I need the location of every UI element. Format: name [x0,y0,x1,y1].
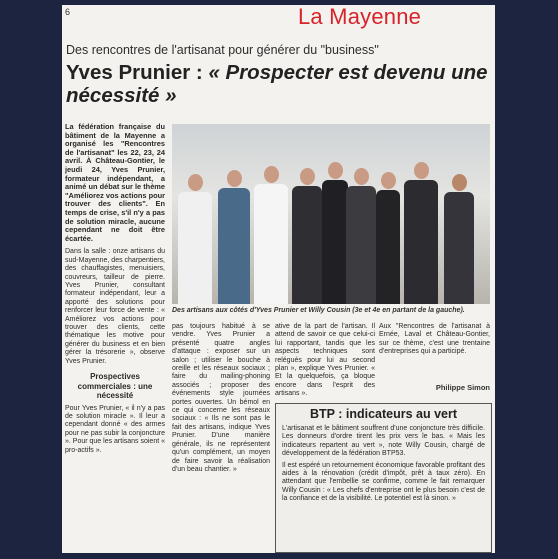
headline-quote: « Prospecter est devenu une nécessité » [66,61,488,107]
article-paragraph: pas toujours habitué à se vendre. Yves Prunier a présenté quatre angles d'attaque : exposer sur un salon ; utiliser le bouche à oreille et les réseaux sociaux ; faire du mailing-phoning associés ; proposer des événements style journées portes ouvertes. Un bémol en ce qui concerne les réseaux sociaux : « Ils ne sont pas le fait des artisans, indique Yves Prunier. D'une manière générale, ils ne représentent qu'un complément, un moyen de faire savoir la réalisation d'un beau chantier. » [172,323,270,473]
article-paragraph: Pour Yves Prunier, « il n'y a pas de solution miracle ». Il leur a cependant donné « des armes pour ne pas subir la conjoncture ». Pour que les artisans soient « pro-actifs ». [65,404,166,454]
group-photo [172,124,490,304]
photo-person [292,168,322,304]
sidebar-paragraph: Il est espéré un retournement économique favorable profitant des aides à la rénovation (crédit d'impôt, prêt à taux zéro). En attendant que l'embellie se confirme, comme le fait remarquer Willy Cousin : « Les chefs d'entreprise ont le plus besoin c'est de la confiance et de la visibilité. Le potentiel est là sinon. » [282,461,485,503]
photo-caption: Des artisans aux côtés d'Yves Prunier et Willy Cousin (3e et 4e en partant de la gauche). [172,307,465,314]
photo-person [254,166,288,304]
article-column-3 [275,323,375,398]
headline-name: Yves Prunier : [66,61,209,84]
page-number: 6 [65,7,71,17]
photo-person [322,162,348,304]
article-column-left [65,123,165,551]
article-paragraph: ative de la part de l'artisan. Il attend de savoir ce que celui-ci lui rapportant, tandis que les aspects techniques sont relégués pour lui au second plan », explique Yves Prunier. « Et la quelquefois, ça bloque encore dans l'esprit des artisans ». [275,323,375,398]
photo-person [404,162,438,304]
article-headline [66,61,491,107]
sidebar-box [275,403,492,553]
article-kicker: Des rencontres de l'artisanat pour générer du "business" [66,43,379,57]
photo-person [218,170,250,304]
article-column-4 [379,323,490,365]
article-paragraph: Aux "Rencontres de l'artisanat à Ernée, Laval et Château-Gontier, sur ce thème, c'est une trentaine d'entreprises qui a participé. [379,323,490,356]
sidebar-paragraph: L'artisanat et le bâtiment souffrent d'une conjoncture très difficile. Les donneurs d'ordre tirent les prix vers le bas. « Mais les indicateurs repartent au vert », note Willy Cousin, chargé de développement de la fédération BTP53. [282,425,485,458]
photo-person [178,174,212,304]
sidebar-box-body [276,425,491,504]
article-signature: Philippe Simon [435,383,490,392]
article-lede: La fédération française du bâtiment de la Mayenne a organisé les "Rencontres de l'artisanat" les 22, 23, 24 avril. À Château-Gontier, le jeudi 24, Yves Prunier, formateur indépendant, a animé un débat sur le thème "Améliorez vos actions pour trouver des clients". En temps de crise, s'il n'y a pas de solution miracle, aucune cependant ne doit être écartée. [65,122,166,243]
photo-person [346,168,376,304]
article-subhead: Prospectives commerciales : une nécessité [77,372,153,400]
article-column-2 [172,323,270,553]
photo-person [444,174,474,304]
section-title: La Mayenne [298,4,422,29]
photo-person [376,172,400,304]
sidebar-box-title: BTP : indicateurs au vert [309,407,458,421]
article-paragraph: Dans la salle : onze artisans du sud-Mayenne, des charpentiers, des chauffagistes, menuisiers, couvreurs, tailleur de pierre. Yves Prunier, consultant formateur indépendant, leur a apporté des solutions pour renforcer leur force de vente : « Améliorez vos actions pour trouver des clients, cette thématique les motive pour générer du business et en bien gérer la trésorerie », observe Yves Prunier. [65,248,165,365]
newspaper-page [62,5,495,553]
